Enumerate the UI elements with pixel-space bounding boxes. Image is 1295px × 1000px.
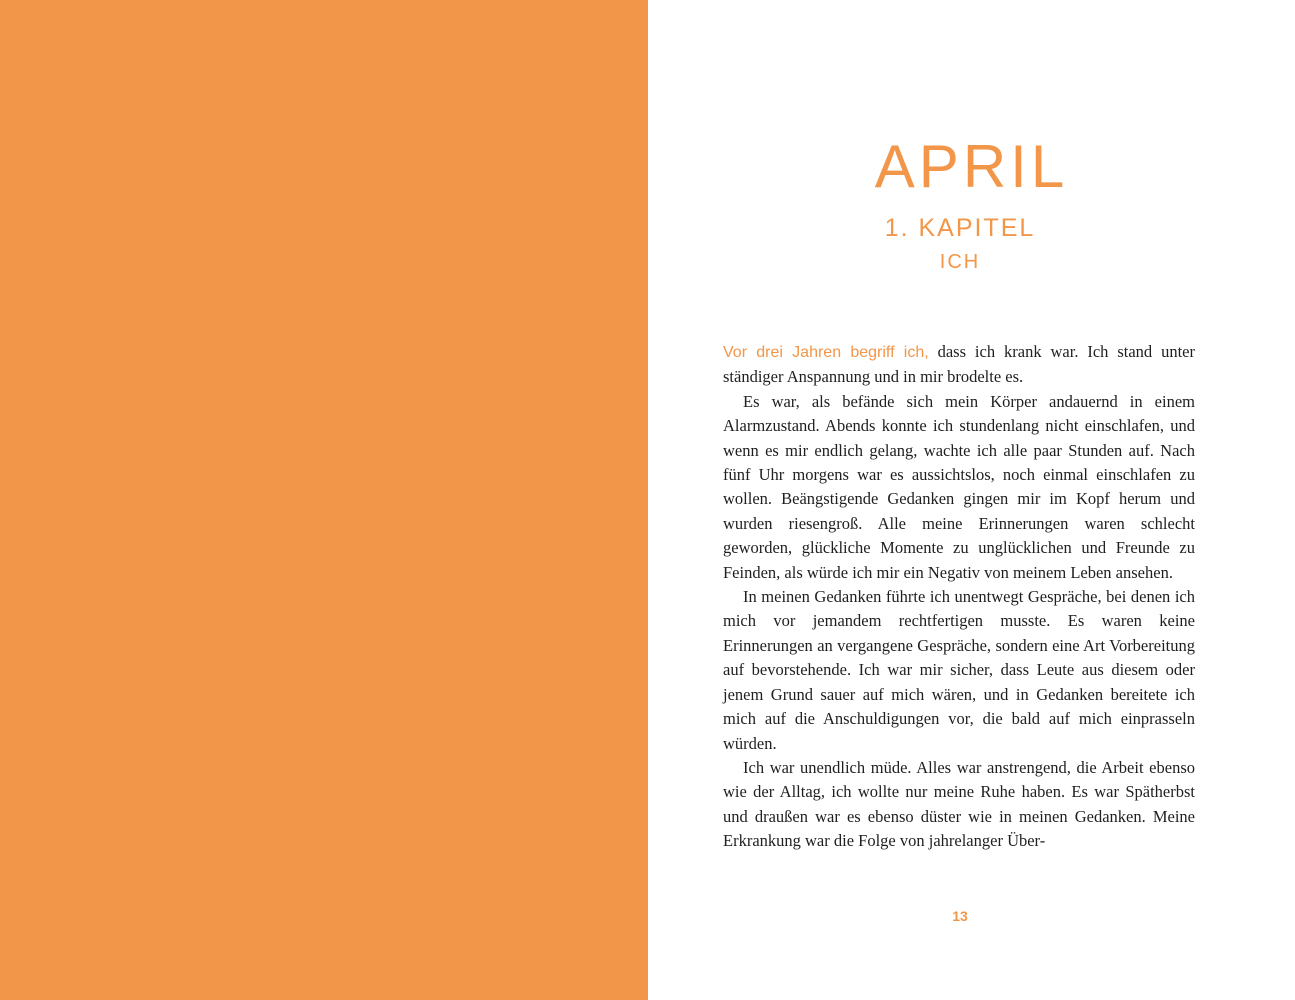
page-number: 13 [952, 908, 968, 924]
paragraph-3: In meinen Gedanken führte ich unentwegt Gespräche, bei denen ich mich vor jemandem rechtfertigen musste. Es waren keine Erinnerungen an vergangene Gespräche, sondern eine Art Vorbereitung auf bevorstehende. Ich war mir sicher, dass Leute aus diesem oder jenem Grund sauer auf mich wären, und in Gedanken bereitete ich mich auf die Anschuldigungen vor, die bald auf mich einprasseln würden. [723, 587, 1195, 753]
lead-in-text: Vor drei Jahren begriff ich, [723, 344, 929, 361]
paragraph-2: Es war, als befände sich mein Körper andauernd in einem Alarmzustand. Abends konnte ich stundenlang nicht einschlafen, und wenn es mir endlich gelang, wachte ich alle paar Stunden auf. Nach fünf Uhr morgens war es aussichtslos, noch einmal einschlafen zu wollen. Beängstigende Gedanken gingen mir im Kopf herum und wurden riesengroß. Alle meine Erinnerungen waren schlecht geworden, glückliche Momente zu unglücklichen und Freunde zu Feinden, als würde ich mir ein Negativ von meinem Leben ansehen. [723, 391, 1195, 582]
month-heading: APRIL [874, 133, 1069, 200]
paragraph-1-text: dass ich krank war. Ich stand unter ständiger Anspannung und in mir brodelte es. [723, 342, 1196, 387]
chapter-title: ICH [939, 251, 981, 273]
chapter-number: 1. KAPITEL [884, 214, 1036, 242]
paragraph-1 [723, 340, 1195, 390]
right-page [648, 0, 1295, 1000]
body-text [723, 340, 1195, 854]
paragraph-4: Ich war unendlich müde. Alles war anstrengend, die Arbeit ebenso wie der Alltag, ich wollte nur meine Ruhe haben. Es war Spätherbst und draußen war es ebenso düster wie in meinen Gedanken. Meine Erkrankung war die Folge von jahrelanger Über- [723, 757, 1195, 851]
